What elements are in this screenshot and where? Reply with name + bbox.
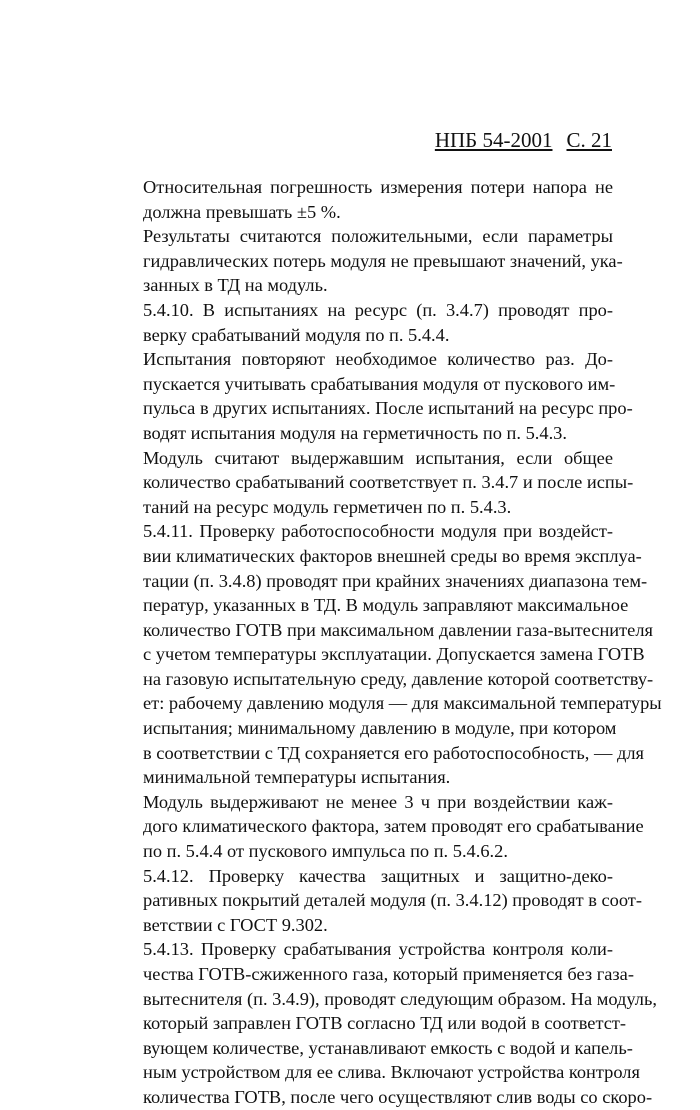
text-line: 5.4.10. В испытаниях на ресурс (п. 3.4.7) проводят про- (143, 299, 613, 320)
text-line: гидравлических потерь модуля не превышают значений, ука- (143, 250, 623, 271)
text-line: водят испытания модуля на герметичность по п. 5.4.3. (143, 422, 567, 443)
text-line: который заправлен ГОТВ согласно ТД или водой в соответст- (143, 1013, 627, 1034)
text-line: Относительная погрешность измерения потери напора не (143, 177, 613, 197)
text-line: 5.4.13. Проверку срабатывания устройства контроля коли- (143, 939, 613, 960)
text-line: количество ГОТВ при максимальном давлении газа-вытеснителя (143, 619, 653, 640)
paragraph-results (90, 224, 623, 298)
document-code: НПБ 54-2001 (434, 128, 553, 152)
paragraph-accuracy (90, 175, 613, 224)
paragraph-5-4-10 (90, 298, 613, 347)
text-line: с учетом температуры эксплуатации. Допускается замена ГОТВ (143, 644, 645, 665)
text-line: вытеснителя (п. 3.4.9), проводят следующим образом. На модуль, (143, 988, 657, 1009)
text-line: ет: рабочему давлению модуля — для максимальной температуры (143, 693, 662, 714)
text-line: тации (п. 3.4.8) проводят при крайних значениях диапазона тем- (143, 570, 648, 591)
paragraph-repeat-tests (90, 347, 633, 445)
text-line: испытания; минимальному давлению в модуле, при котором (143, 718, 617, 739)
text-line: ветствии с ГОСТ 9.302. (143, 914, 328, 935)
paragraph-climatic-hold (90, 790, 644, 864)
text-line: количества ГОТВ, после чего осуществляют слив воды со скоро- (143, 1086, 653, 1107)
text-line: в соответствии с ТД сохраняется его работоспособность, — для (143, 742, 644, 763)
text-line: дого климатического фактора, затем проводят его срабатывание (143, 816, 644, 837)
text-line: ративных покрытий деталей модуля (п. 3.4.12) проводят в соот- (143, 890, 642, 911)
text-line: вии климатических факторов внешней среды во время эксплуа- (143, 545, 642, 566)
text-line: ператур, указанных в ТД. В модуль заправляют максимальное (143, 595, 629, 616)
page-number: С. 21 (566, 128, 612, 152)
text-line: количество срабатываний соответствует п. 3.4.7 и после испы- (143, 472, 634, 493)
body-text (90, 175, 662, 1110)
text-line: Испытания повторяют необходимое количество раз. До- (143, 349, 613, 370)
page-header (412, 128, 612, 153)
text-line: Модуль считают выдержавшим испытания, если общее (143, 447, 613, 468)
text-line: по п. 5.4.4 от пускового импульса по п. 5.4.6.2. (143, 841, 508, 862)
text-line: Результаты считаются положительными, если параметры (143, 226, 613, 247)
paragraph-5-4-13 (90, 937, 657, 1109)
text-line: Модуль выдерживают не менее 3 ч при воздействии каж- (143, 791, 613, 812)
paragraph-passed (90, 446, 634, 520)
text-line: 5.4.11. Проверку работоспособности модуля при воздейст- (143, 521, 613, 542)
text-line: пускается учитывать срабатывания модуля от пускового им- (143, 373, 616, 394)
text-line: ным устройством для ее слива. Включают устройства контроля (143, 1062, 640, 1083)
paragraph-5-4-12 (90, 864, 642, 938)
paragraph-5-4-11 (90, 519, 662, 790)
text-line: на газовую испытательную среду, давление которой соответству- (143, 668, 654, 689)
text-line: должна превышать ±5 %. (143, 201, 341, 222)
text-line: таний на ресурс модуль герметичен по п. 5.4.3. (143, 496, 512, 517)
text-line: верку срабатываний модуля по п. 5.4.4. (143, 324, 450, 345)
text-line: минимальной температуры испытания. (143, 767, 451, 788)
text-line: чества ГОТВ-сжиженного газа, который применяется без газа- (143, 964, 634, 984)
text-line: занных в ТД на модуль. (143, 275, 328, 296)
text-line: вующем количестве, устанавливают емкость с водой и капель- (143, 1037, 633, 1058)
text-line: 5.4.12. Проверку качества защитных и защитно-деко- (143, 865, 613, 886)
text-line: пульса в других испытаниях. После испытаний на ресурс про- (143, 398, 633, 419)
